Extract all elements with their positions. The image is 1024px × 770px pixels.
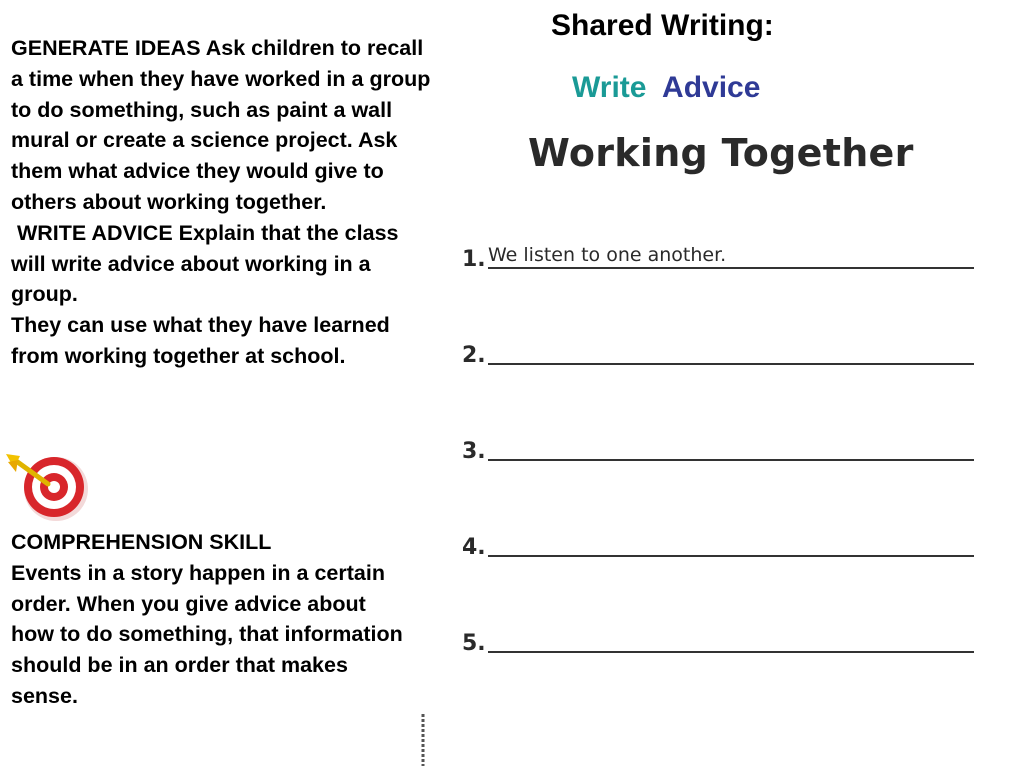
worksheet-line-5 xyxy=(460,616,980,656)
subtitle-advice: Advice xyxy=(662,71,761,104)
instructions-column xyxy=(11,33,436,372)
line-rule xyxy=(488,555,974,557)
worksheet-line-4 xyxy=(460,520,980,560)
worksheet-line-3 xyxy=(460,424,980,464)
skill-body: Events in a story happen in a certain order. When you give advice about how to do something, that information should be in an order that makes sense. xyxy=(11,560,403,708)
write-advice-paragraph: WRITE ADVICE Explain that the class will write advice about working in a group. xyxy=(11,220,405,307)
line-number: 1. xyxy=(462,247,486,272)
page-title: Shared Writing: xyxy=(551,9,774,42)
line-text: We listen to one another. xyxy=(488,244,727,266)
line-rule xyxy=(488,267,974,269)
worksheet-line-2 xyxy=(460,328,980,368)
line-number: 5. xyxy=(462,631,486,656)
line-rule xyxy=(488,651,974,653)
line-number: 3. xyxy=(462,439,486,464)
page-subtitle xyxy=(572,70,760,106)
subtitle-write: Write xyxy=(572,71,647,104)
line-number: 2. xyxy=(462,343,486,368)
line-number: 4. xyxy=(462,535,486,560)
line-rule xyxy=(488,459,974,461)
learned-paragraph: They can use what they have learned from working together at school. xyxy=(11,313,390,368)
skill-heading: COMPREHENSION SKILL xyxy=(11,530,272,554)
comprehension-skill xyxy=(11,527,411,712)
generate-ideas-paragraph: GENERATE IDEAS Ask children to recall a time when they have worked in a group to do something, such as paint a wall mural or create a science project. Ask them what advice they would give to others about working together. xyxy=(11,36,431,214)
target-with-arrow-icon xyxy=(4,452,88,524)
worksheet-line-1 xyxy=(460,232,980,272)
worksheet-title: Working Together xyxy=(528,131,914,175)
vertical-credit-mark xyxy=(414,712,432,768)
line-rule xyxy=(488,363,974,365)
